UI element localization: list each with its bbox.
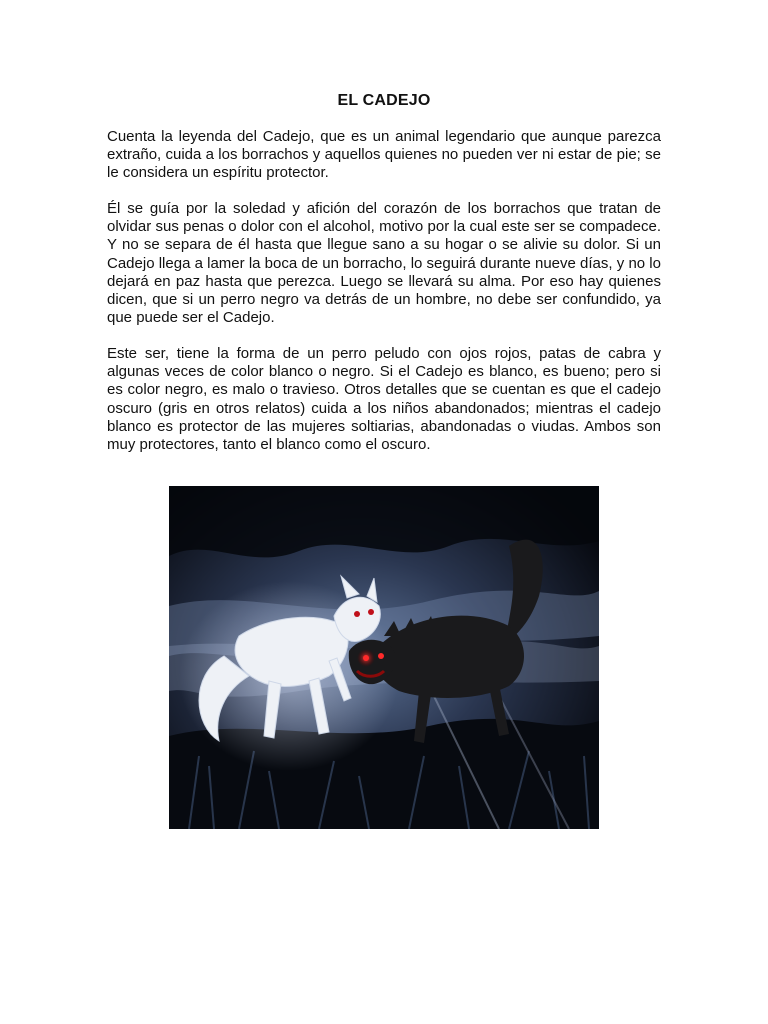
paragraph-behavior: Él se guía por la soledad y afición del corazón de los borrachos que tratan de olvidar sus penas o dolor con el alcohol, motivo por la cual este ser se compadece. Y no se separa de él hasta que llegue sano a su hogar o se alivie su dolor. Si un Cadejo llega a lamer la boca de un borracho, lo seguirá durante nueve días, y no lo dejará en paz hasta que perezca. Luego se llevará su alma. Por eso hay quienes dicen, que si un perro negro va detrás de un hombre, no debe ser confundido, ya que puede ser el Cadejo. <box>107 200 661 327</box>
cadejo-illustration <box>169 486 599 829</box>
page-title: EL CADEJO <box>337 92 431 109</box>
wolves-night-scene <box>169 486 599 829</box>
paragraph-intro: Cuenta la leyenda del Cadejo, que es un animal legendario que aunque parezca extraño, cuida a los borrachos y aquellos quienes no pueden ver ni estar de pie; se le considera un espíritu protector. <box>107 128 661 182</box>
paragraph-description: Este ser, tiene la forma de un perro peludo con ojos rojos, patas de cabra y algunas veces de color blanco o negro. Si el Cadejo es blanco, es bueno; pero si es color negro, es malo o travieso. Otros detalles que se cuentan es que el cadejo oscuro (gris en otros relatos) cuida a los niños abandonados; mientras el cadejo blanco es protector de las mujeres soltiarias, abandonadas o viudas. Ambos son muy protectores, tanto el blanco como el oscuro. <box>107 345 661 454</box>
